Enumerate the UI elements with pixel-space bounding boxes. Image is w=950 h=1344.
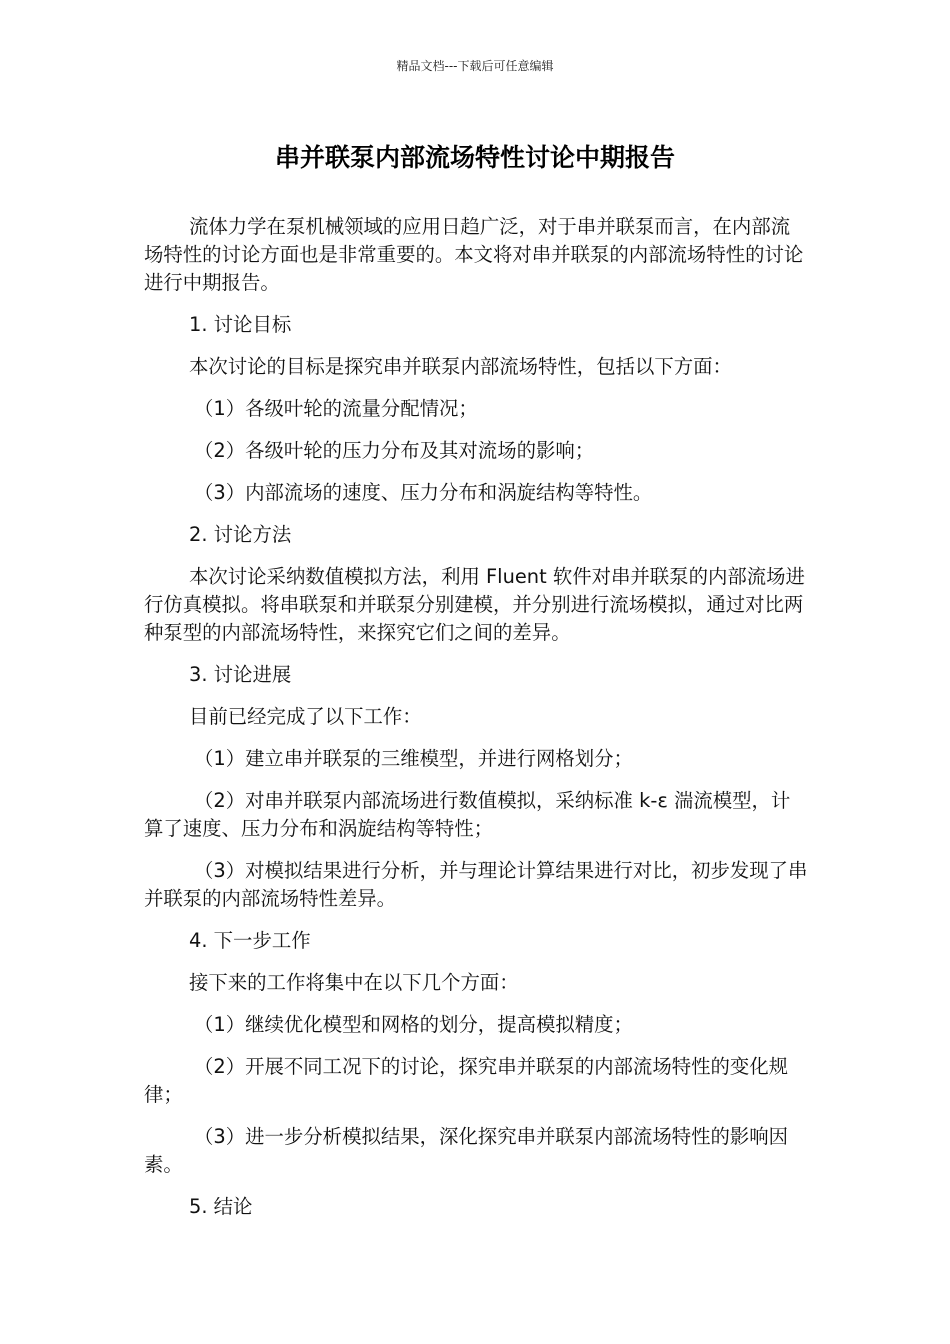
header-note: 精品文档---下载后可任意编辑 <box>396 59 554 73</box>
list-item: （1）继续优化模型和网格的划分，提高模拟精度； <box>194 1013 633 1036</box>
list-item: （2）各级叶轮的压力分布及其对流场的影响； <box>194 439 595 462</box>
list-item: （3）内部流场的速度、压力分布和涡旋结构等特性。 <box>194 481 653 504</box>
list-item: （2）对串并联泵内部流场进行数值模拟，采纳标准 k-ε 湍流模型，计算了速度、压力分布和涡旋结构等特性； <box>144 789 791 840</box>
list-item: （1）各级叶轮的流量分配情况； <box>194 397 478 420</box>
list-item: （3）对模拟结果进行分析，并与理论计算结果进行对比，初步发现了串并联泵的内部流场特性差异。 <box>144 859 808 910</box>
section-heading-goals: 1. 讨论目标 <box>189 313 292 336</box>
section-heading-conclusion: 5. 结论 <box>189 1195 253 1218</box>
paragraph-goals: 本次讨论的目标是探究串并联泵内部流场特性，包括以下方面： <box>189 355 732 378</box>
section-heading-progress: 3. 讨论进展 <box>189 663 292 686</box>
intro-paragraph: 流体力学在泵机械领域的应用日趋广泛，对于串并联泵而言，在内部流场特性的讨论方面也是非常重要的。本文将对串并联泵的内部流场特性的讨论进行中期报告。 <box>144 215 804 294</box>
list-item: （2）开展不同工况下的讨论，探究串并联泵的内部流场特性的变化规律； <box>144 1055 789 1106</box>
document-body <box>144 213 808 1221</box>
section-heading-methods: 2. 讨论方法 <box>189 523 292 546</box>
document-title: 串并联泵内部流场特性讨论中期报告 <box>274 143 675 172</box>
paragraph-next-steps: 接下来的工作将集中在以下几个方面： <box>189 971 519 994</box>
list-item: （1）建立串并联泵的三维模型，并进行网格划分； <box>194 747 633 770</box>
list-item: （3）进一步分析模拟结果，深化探究串并联泵内部流场特性的影响因素。 <box>144 1125 789 1176</box>
paragraph-progress: 目前已经完成了以下工作： <box>189 705 422 728</box>
section-heading-next-steps: 4. 下一步工作 <box>189 929 311 952</box>
paragraph-methods: 本次讨论采纳数值模拟方法，利用 Fluent 软件对串并联泵的内部流场进行仿真模拟。将串联泵和并联泵分别建模，并分别进行流场模拟，通过对比两种泵型的内部流场特性，来探究它们之间的差异。 <box>144 565 805 644</box>
